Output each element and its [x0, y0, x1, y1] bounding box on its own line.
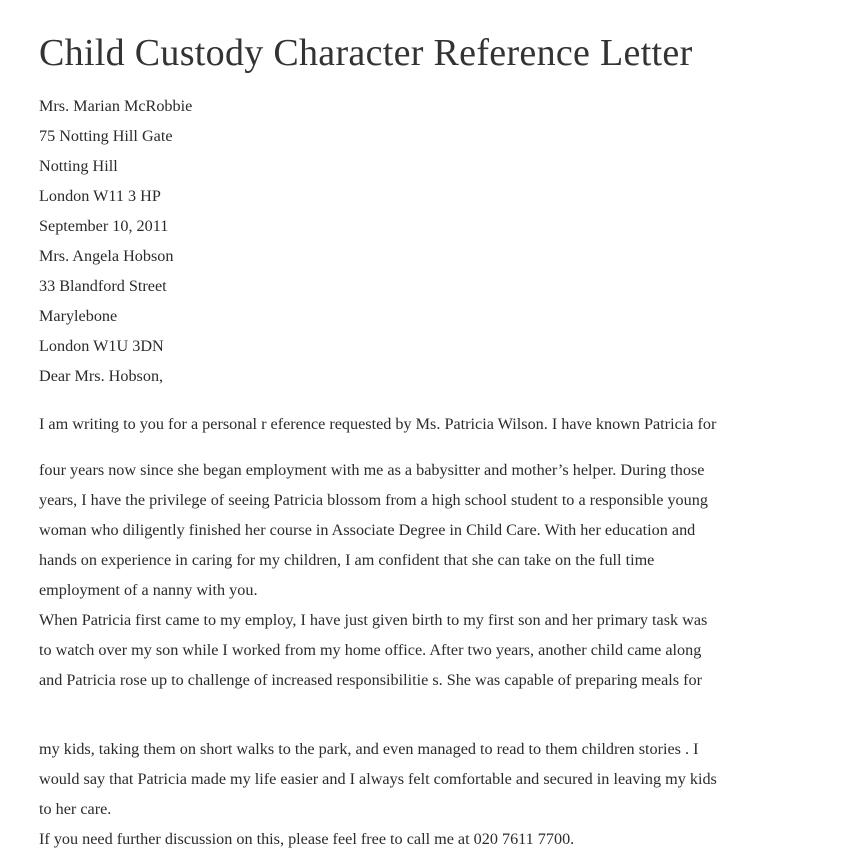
recipient-city: London W1U 3DN [39, 337, 164, 355]
body-line: When Patricia first came to my employ, I have just given birth to my first son and her primary task was [39, 611, 708, 629]
body-line: four years now since she began employment with me as a babysitter and mother’s helper. During those [39, 461, 705, 479]
letter-date: September 10, 2011 [39, 217, 169, 235]
body-line: employment of a nanny with you. [39, 581, 258, 599]
body-line: and Patricia rose up to challenge of increased responsibilitie s. She was capable of preparing meals for [39, 671, 703, 689]
recipient-street: 33 Blandford Street [39, 277, 167, 295]
sender-city: London W11 3 HP [39, 187, 161, 205]
recipient-name: Mrs. Angela Hobson [39, 247, 174, 265]
body-line: years, I have the privilege of seeing Patricia blossom from a high school student to a responsible young [39, 491, 708, 509]
body-line: to her care. [39, 800, 112, 818]
closing-line: If you need further discussion on this, please feel free to call me at 020 7611 7700. [39, 830, 575, 848]
sender-name: Mrs. Marian McRobbie [39, 97, 193, 115]
sender-area: Notting Hill [39, 157, 118, 175]
body-line: I am writing to you for a personal r eference requested by Ms. Patricia Wilson. I have known Patricia for [39, 415, 717, 433]
body-line: to watch over my son while I worked from my home office. After two years, another child came along [39, 641, 702, 659]
body-line: woman who diligently finished her course in Associate Degree in Child Care. With her education and [39, 521, 696, 539]
sender-street: 75 Notting Hill Gate [39, 127, 173, 145]
page-title: Child Custody Character Reference Letter [39, 32, 693, 74]
recipient-area: Marylebone [39, 307, 118, 325]
body-line: my kids, taking them on short walks to the park, and even managed to read to them children stories . I [39, 740, 699, 758]
body-line: hands on experience in caring for my children, I am confident that she can take on the full time [39, 551, 655, 569]
body-line: would say that Patricia made my life easier and I always felt comfortable and secured in leaving my kids [39, 770, 717, 788]
salutation: Dear Mrs. Hobson, [39, 367, 164, 385]
